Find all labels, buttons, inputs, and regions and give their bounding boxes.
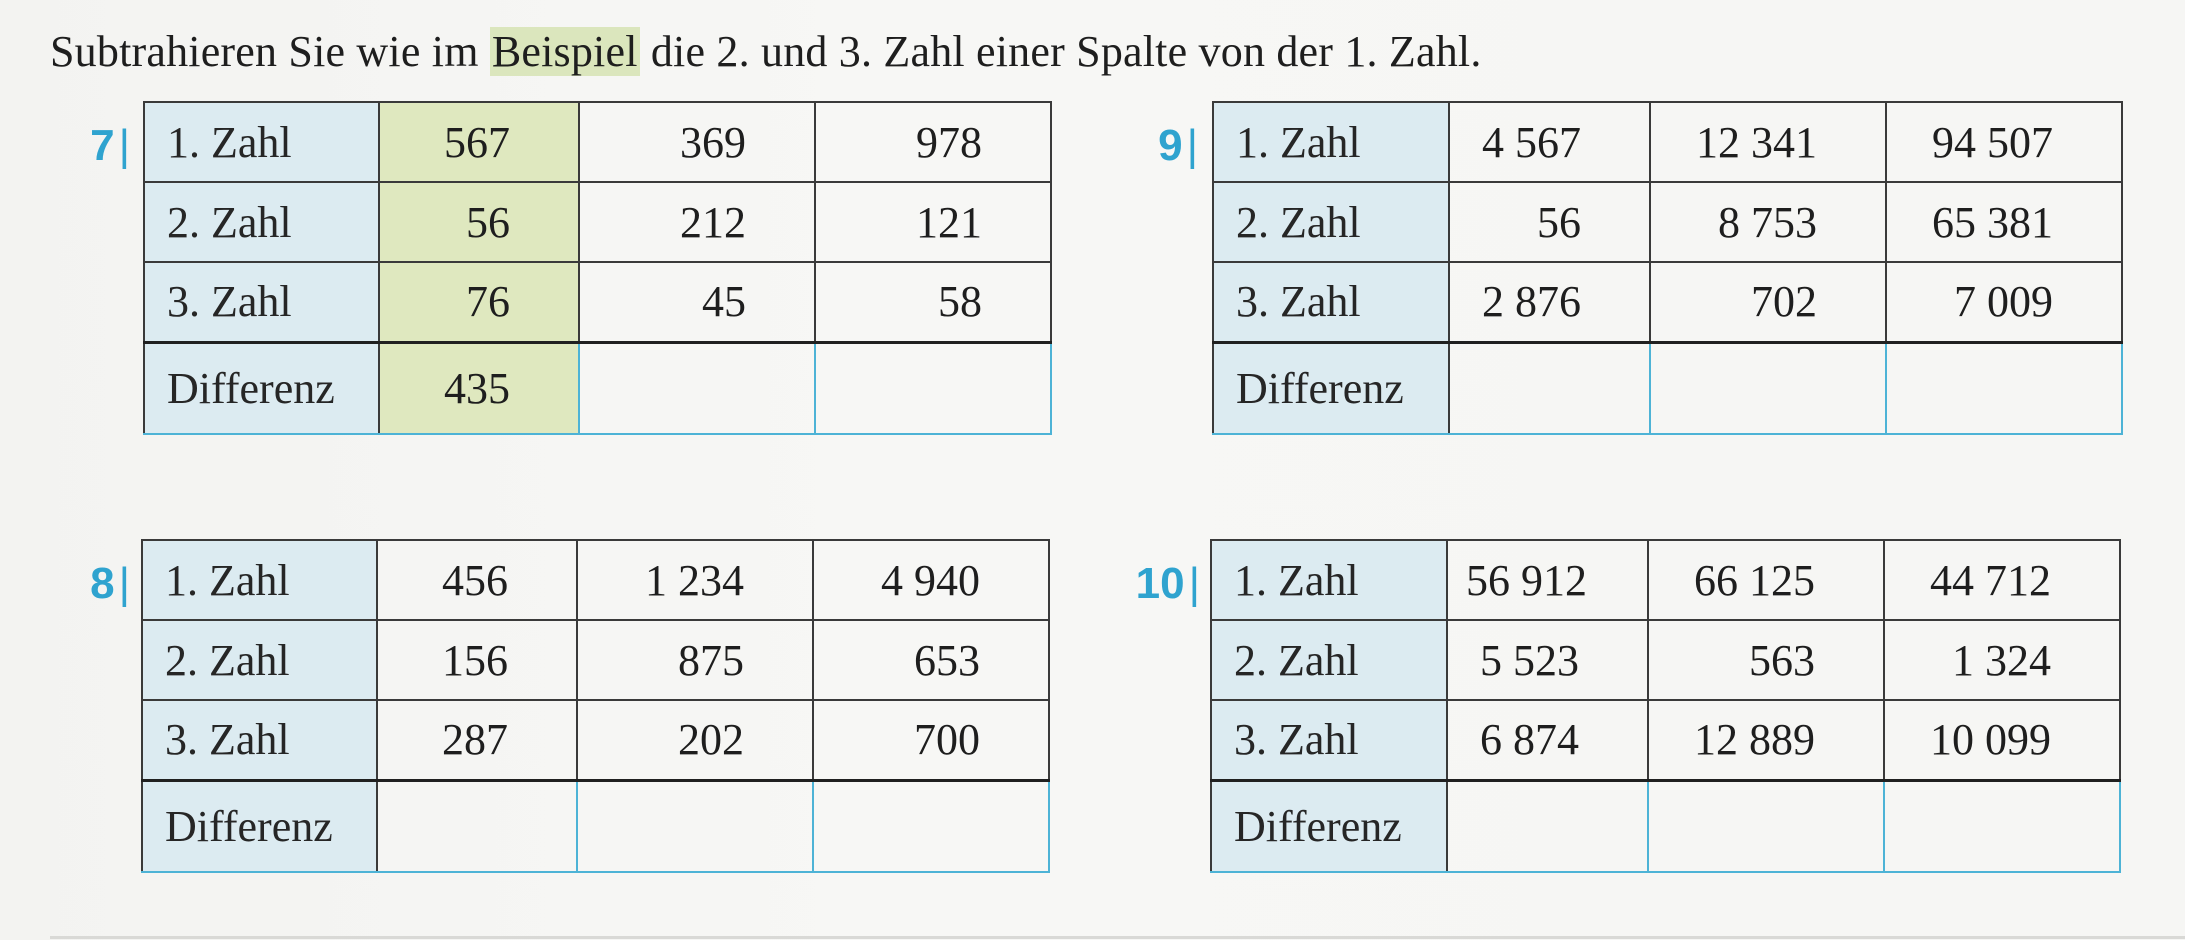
value-cell: 456 <box>377 540 577 620</box>
answer-cell[interactable] <box>815 342 1051 434</box>
value-cell: 2 876 <box>1449 262 1650 342</box>
row-label: 3. Zahl <box>142 700 377 780</box>
value-cell: 369 <box>579 102 815 182</box>
example-cell: 76 <box>379 262 579 342</box>
row-label: 3. Zahl <box>144 262 379 342</box>
page-bottom-rule <box>50 936 2185 939</box>
answer-cell[interactable] <box>1886 342 2122 434</box>
value-cell: 4 940 <box>813 540 1049 620</box>
exercise-separator: | <box>118 559 130 608</box>
value-cell: 8 753 <box>1650 182 1886 262</box>
instruction-text <box>50 22 1482 82</box>
value-cell: 94 507 <box>1886 102 2122 182</box>
row-label: 1. Zahl <box>1213 102 1449 182</box>
value-cell: 700 <box>813 700 1049 780</box>
value-cell: 1 324 <box>1884 620 2120 700</box>
row-label: 2. Zahl <box>142 620 377 700</box>
answer-cell[interactable] <box>577 780 813 872</box>
row-label: Differenz <box>1211 780 1447 872</box>
table-row <box>1211 700 2120 780</box>
row-label: 1. Zahl <box>1211 540 1447 620</box>
row-label: Differenz <box>144 342 379 434</box>
exercise-9-number <box>1130 116 1198 176</box>
table-row <box>144 102 1051 182</box>
row-label: 3. Zahl <box>1211 700 1447 780</box>
value-cell: 287 <box>377 700 577 780</box>
exercise-number: 10 <box>1135 559 1185 608</box>
answer-cell[interactable] <box>813 780 1049 872</box>
value-cell: 45 <box>579 262 815 342</box>
answer-cell[interactable] <box>579 342 815 434</box>
value-cell: 56 <box>1449 182 1650 262</box>
value-cell: 121 <box>815 182 1051 262</box>
row-label: 2. Zahl <box>1211 620 1447 700</box>
table-row <box>1213 182 2122 262</box>
difference-row <box>144 342 1051 434</box>
table-row <box>142 540 1049 620</box>
exercise-number: 7 <box>90 121 115 170</box>
value-cell: 12 889 <box>1648 700 1884 780</box>
row-label: 2. Zahl <box>144 182 379 262</box>
value-cell: 5 523 <box>1447 620 1648 700</box>
table-row <box>1213 102 2122 182</box>
row-label: Differenz <box>1213 342 1449 434</box>
difference-row <box>1213 342 2122 434</box>
exercise-separator: | <box>118 121 130 170</box>
value-cell: 653 <box>813 620 1049 700</box>
value-cell: 12 341 <box>1650 102 1886 182</box>
row-label: 1. Zahl <box>144 102 379 182</box>
value-cell: 212 <box>579 182 815 262</box>
value-cell: 1 234 <box>577 540 813 620</box>
value-cell: 202 <box>577 700 813 780</box>
table-row <box>1211 540 2120 620</box>
value-cell: 58 <box>815 262 1051 342</box>
value-cell: 978 <box>815 102 1051 182</box>
exercise-number: 8 <box>90 559 115 608</box>
row-label: 1. Zahl <box>142 540 377 620</box>
example-cell: 56 <box>379 182 579 262</box>
table-row <box>142 620 1049 700</box>
difference-row <box>1211 780 2120 872</box>
value-cell: 66 125 <box>1648 540 1884 620</box>
value-cell: 875 <box>577 620 813 700</box>
table-row <box>144 182 1051 262</box>
answer-cell[interactable] <box>1449 342 1650 434</box>
value-cell: 7 009 <box>1886 262 2122 342</box>
table-row <box>144 262 1051 342</box>
value-cell: 44 712 <box>1884 540 2120 620</box>
table-row <box>142 700 1049 780</box>
example-cell: 567 <box>379 102 579 182</box>
value-cell: 65 381 <box>1886 182 2122 262</box>
answer-cell[interactable] <box>1648 780 1884 872</box>
row-label: Differenz <box>142 780 377 872</box>
table-row <box>1213 262 2122 342</box>
instruction-part-2: die 2. und 3. Zahl einer Spalte von der 1. Zahl. <box>639 27 1482 76</box>
exercise-10-number <box>1120 554 1200 614</box>
example-answer-cell: 435 <box>379 342 579 434</box>
exercise-number: 9 <box>1158 121 1183 170</box>
table-row <box>1211 620 2120 700</box>
exercise-10-table <box>1210 539 2121 873</box>
instruction-part-1: Subtrahieren Sie wie im <box>50 27 490 76</box>
exercise-8-number <box>70 554 130 614</box>
value-cell: 563 <box>1648 620 1884 700</box>
answer-cell[interactable] <box>1447 780 1648 872</box>
row-label: 3. Zahl <box>1213 262 1449 342</box>
answer-cell[interactable] <box>377 780 577 872</box>
exercise-separator: | <box>1186 121 1198 170</box>
exercise-separator: | <box>1188 559 1200 608</box>
row-label: 2. Zahl <box>1213 182 1449 262</box>
exercise-7-table <box>143 101 1052 435</box>
value-cell: 4 567 <box>1449 102 1650 182</box>
instruction-highlight: Beispiel <box>491 27 638 76</box>
answer-cell[interactable] <box>1884 780 2120 872</box>
value-cell: 56 912 <box>1447 540 1648 620</box>
exercise-7-number <box>70 116 130 176</box>
exercise-8-table <box>141 539 1050 873</box>
value-cell: 6 874 <box>1447 700 1648 780</box>
answer-cell[interactable] <box>1650 342 1886 434</box>
value-cell: 10 099 <box>1884 700 2120 780</box>
difference-row <box>142 780 1049 872</box>
exercise-9-table <box>1212 101 2123 435</box>
value-cell: 156 <box>377 620 577 700</box>
value-cell: 702 <box>1650 262 1886 342</box>
